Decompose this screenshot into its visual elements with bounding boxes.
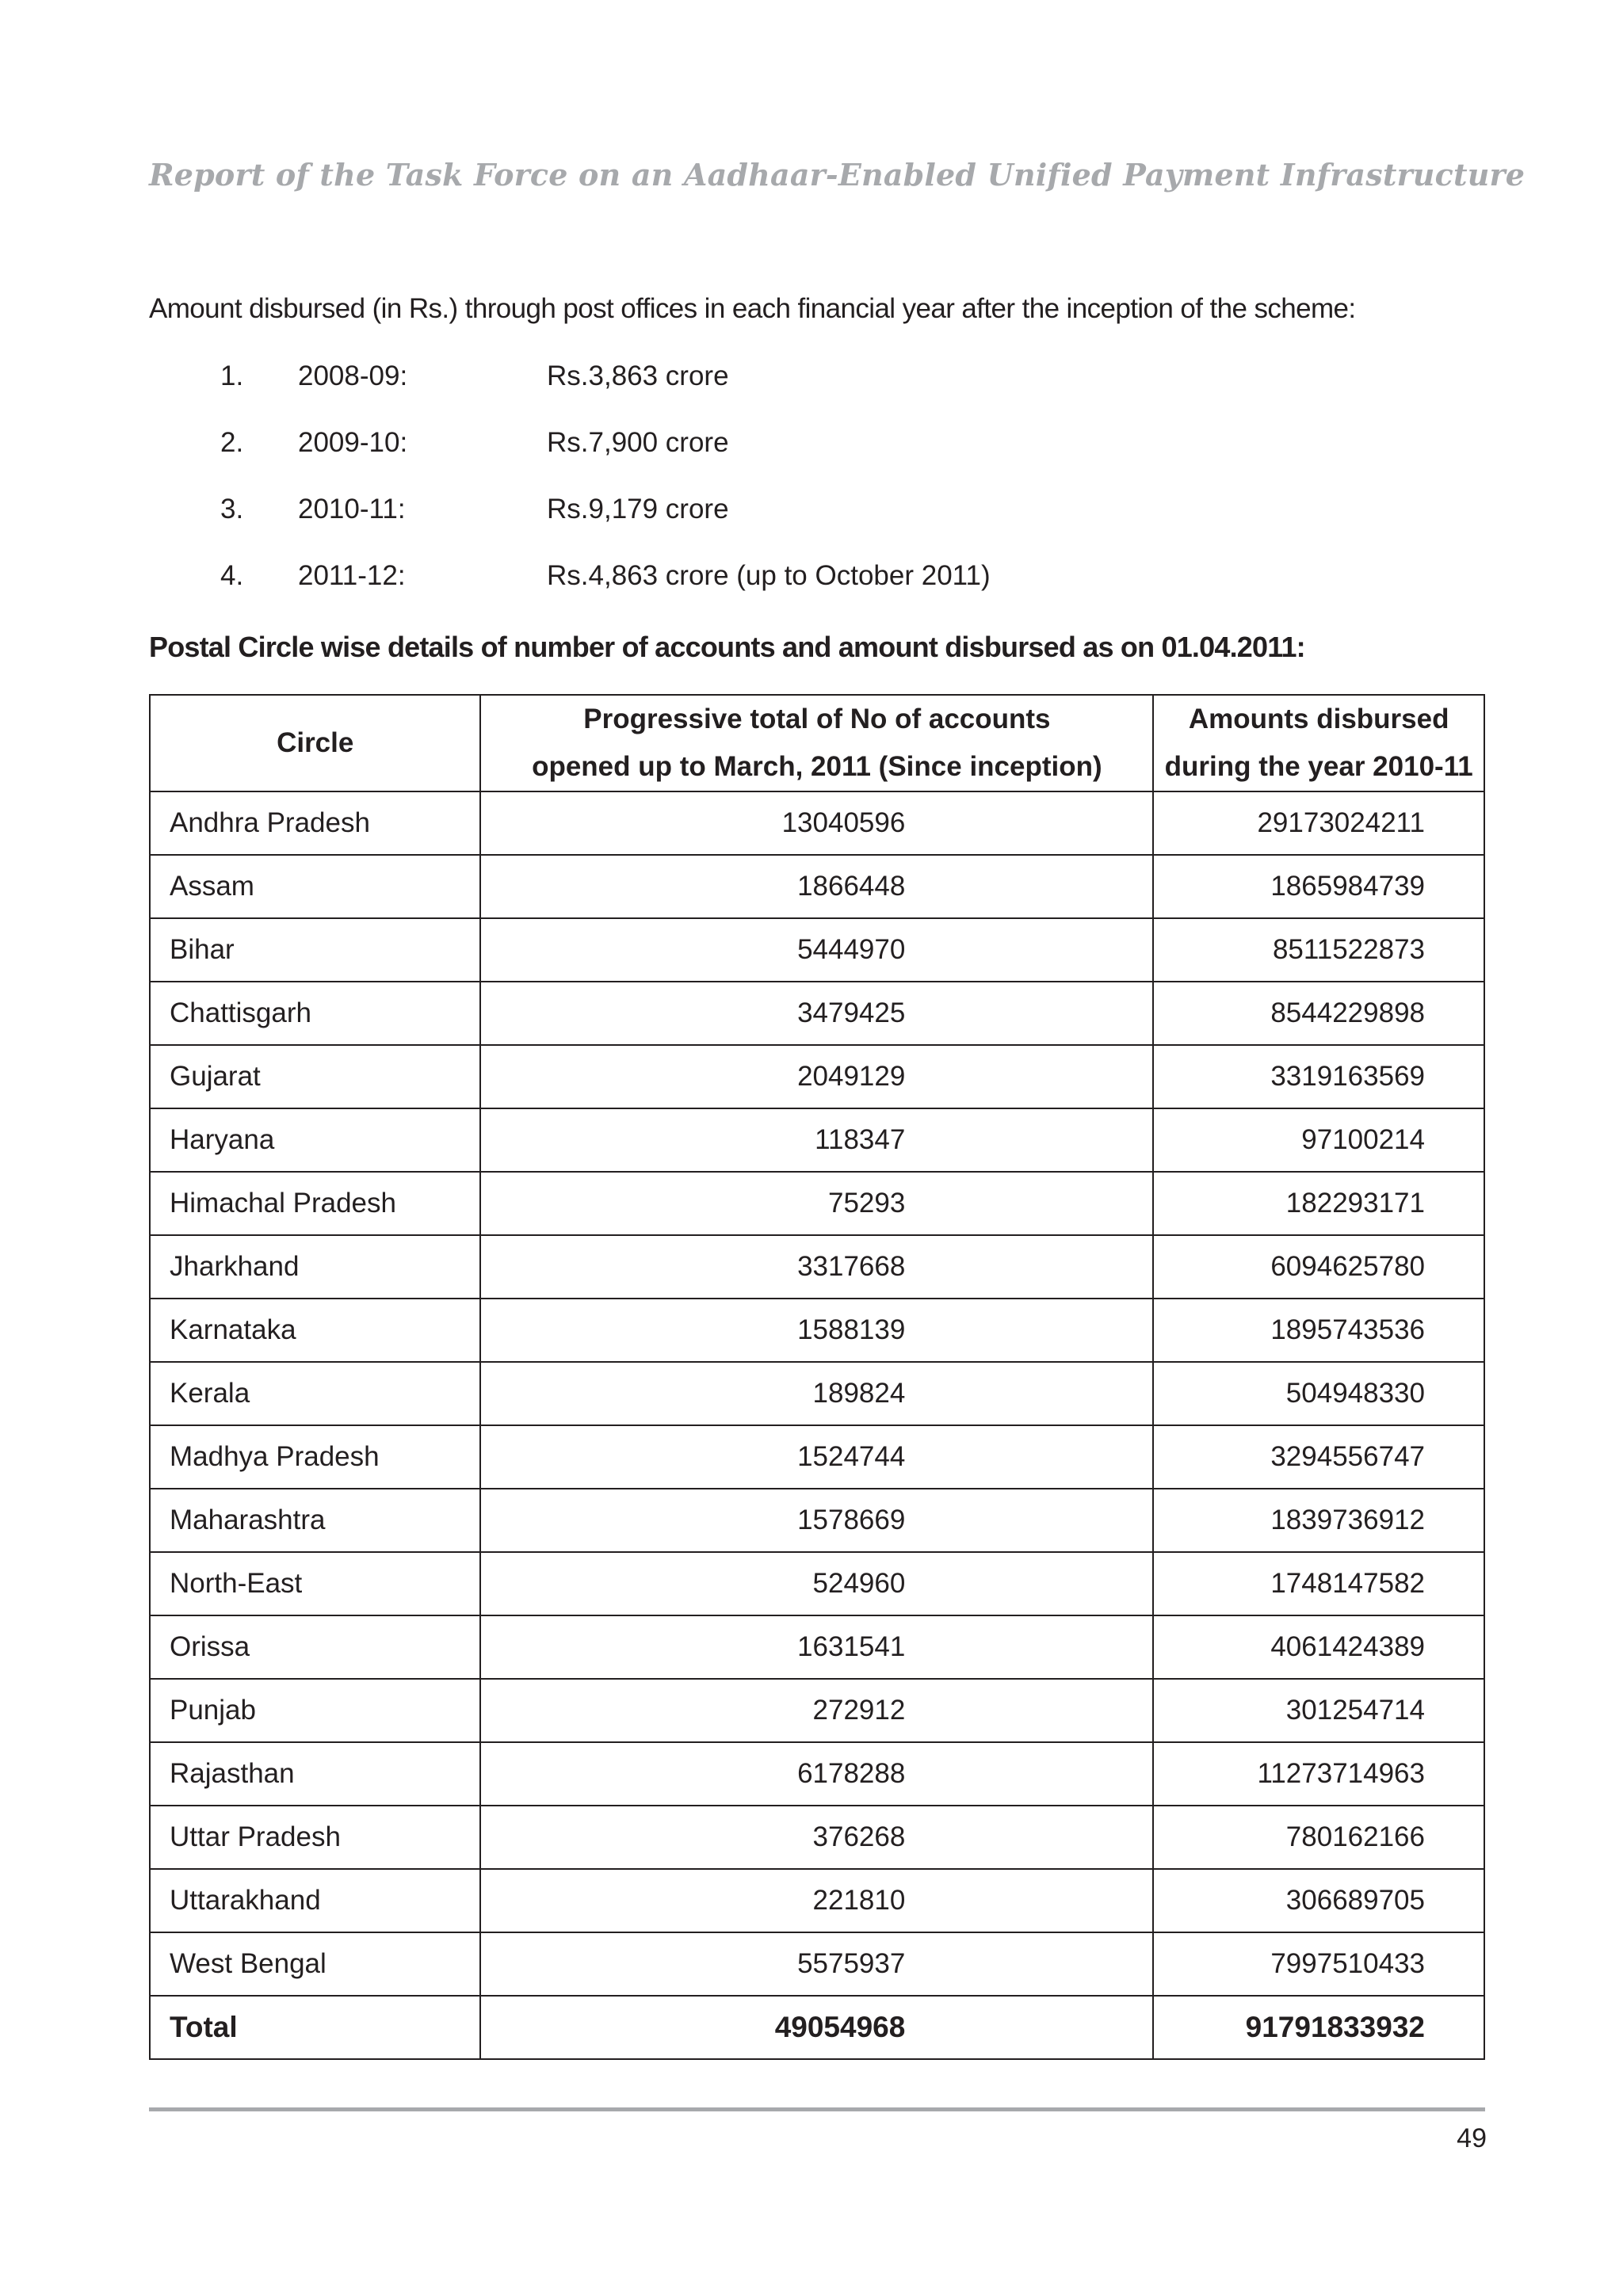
cell-accounts: 221810: [480, 1869, 1153, 1932]
list-amount: Rs.4,863 crore (up to October 2011): [547, 560, 991, 591]
cell-circle: Punjab: [150, 1679, 480, 1742]
header-accounts-line2: opened up to March, 2011 (Since inception): [532, 751, 1102, 782]
header-accounts: [480, 695, 1153, 791]
cell-accounts: 524960: [480, 1552, 1153, 1615]
table-row: [150, 1425, 1484, 1489]
cell-accounts: 75293: [480, 1172, 1153, 1235]
cell-amount: 301254714: [1153, 1679, 1484, 1742]
cell-accounts: 1578669: [480, 1489, 1153, 1552]
table-row: [150, 1108, 1484, 1172]
cell-circle: Assam: [150, 855, 480, 918]
cell-circle: Andhra Pradesh: [150, 791, 480, 855]
cell-amount: 29173024211: [1153, 791, 1484, 855]
cell-circle: Maharashtra: [150, 1489, 480, 1552]
cell-accounts: 49054968: [480, 1996, 1153, 2059]
cell-circle: Chattisgarh: [150, 982, 480, 1045]
cell-circle: Bihar: [150, 918, 480, 982]
list-year: 2008-09:: [298, 360, 408, 391]
cell-circle: Rajasthan: [150, 1742, 480, 1806]
table-row: [150, 1552, 1484, 1615]
cell-circle: Orissa: [150, 1615, 480, 1679]
cell-circle: Karnataka: [150, 1299, 480, 1362]
cell-amount: 3319163569: [1153, 1045, 1484, 1108]
list-amount: Rs.3,863 crore: [547, 360, 729, 391]
cell-circle: Uttarakhand: [150, 1869, 480, 1932]
page-number: 49: [1457, 2123, 1487, 2153]
cell-amount: 3294556747: [1153, 1425, 1484, 1489]
list-number: 3.: [220, 494, 244, 524]
table-row: [150, 1489, 1484, 1552]
cell-circle: Madhya Pradesh: [150, 1425, 480, 1489]
header-amount-line2: during the year 2010-11: [1164, 751, 1473, 782]
table-row: [150, 1615, 1484, 1679]
cell-amount: 91791833932: [1153, 1996, 1484, 2059]
cell-amount: 1839736912: [1153, 1489, 1484, 1552]
list-year: 2011-12:: [298, 560, 406, 591]
intro-paragraph: Amount disbursed (in Rs.) through post offices in each financial year after the inception of the scheme:: [149, 293, 1356, 324]
cell-accounts: 376268: [480, 1806, 1153, 1869]
list-number: 2.: [220, 427, 244, 458]
cell-circle: Uttar Pradesh: [150, 1806, 480, 1869]
cell-circle: Jharkhand: [150, 1235, 480, 1299]
cell-circle: Gujarat: [150, 1045, 480, 1108]
cell-amount: 7997510433: [1153, 1932, 1484, 1996]
cell-circle: West Bengal: [150, 1932, 480, 1996]
table-row: [150, 1235, 1484, 1299]
cell-accounts: 1588139: [480, 1299, 1153, 1362]
table-row: [150, 855, 1484, 918]
table-row: [150, 1679, 1484, 1742]
list-amount: Rs.9,179 crore: [547, 494, 729, 524]
cell-amount: 4061424389: [1153, 1615, 1484, 1679]
cell-amount: 1865984739: [1153, 855, 1484, 918]
cell-circle: Total: [150, 1996, 480, 2059]
table-row: [150, 1362, 1484, 1425]
table-body: [150, 791, 1484, 2059]
table-row: [150, 1045, 1484, 1108]
cell-circle: Haryana: [150, 1108, 480, 1172]
cell-amount: 8511522873: [1153, 918, 1484, 982]
running-header: Report of the Task Force on an Aadhaar-Enabled Unified Payment Infrastructure: [149, 157, 1526, 193]
list-number: 1.: [220, 360, 244, 391]
table-row: [150, 1172, 1484, 1235]
cell-accounts: 3479425: [480, 982, 1153, 1045]
cell-accounts: 5575937: [480, 1932, 1153, 1996]
postal-circle-table: [149, 694, 1485, 2060]
table-row: [150, 791, 1484, 855]
cell-accounts: 1866448: [480, 855, 1153, 918]
header-amount-line1: Amounts disbursed: [1188, 704, 1449, 734]
list-year: 2009-10:: [298, 427, 408, 458]
cell-circle: Himachal Pradesh: [150, 1172, 480, 1235]
table-row: [150, 1299, 1484, 1362]
cell-accounts: 118347: [480, 1108, 1153, 1172]
table-row: [150, 918, 1484, 982]
cell-amount: 1895743536: [1153, 1299, 1484, 1362]
cell-amount: 11273714963: [1153, 1742, 1484, 1806]
list-amount: Rs.7,900 crore: [547, 427, 729, 458]
cell-accounts: 6178288: [480, 1742, 1153, 1806]
cell-accounts: 5444970: [480, 918, 1153, 982]
table-row: [150, 1806, 1484, 1869]
table-row: [150, 1869, 1484, 1932]
table-row: [150, 982, 1484, 1045]
header-accounts-line1: Progressive total of No of accounts: [583, 704, 1051, 734]
cell-accounts: 1524744: [480, 1425, 1153, 1489]
cell-amount: 97100214: [1153, 1108, 1484, 1172]
cell-accounts: 3317668: [480, 1235, 1153, 1299]
footer-rule: [149, 2107, 1485, 2111]
cell-amount: 504948330: [1153, 1362, 1484, 1425]
cell-accounts: 1631541: [480, 1615, 1153, 1679]
header-amount: [1153, 695, 1484, 791]
cell-amount: 182293171: [1153, 1172, 1484, 1235]
cell-accounts: 189824: [480, 1362, 1153, 1425]
list-number: 4.: [220, 560, 244, 591]
cell-amount: 780162166: [1153, 1806, 1484, 1869]
list-year: 2010-11:: [298, 494, 406, 524]
header-circle: Circle: [150, 695, 480, 791]
cell-circle: North-East: [150, 1552, 480, 1615]
cell-accounts: 13040596: [480, 791, 1153, 855]
cell-amount: 6094625780: [1153, 1235, 1484, 1299]
section-title: Postal Circle wise details of number of accounts and amount disbursed as on 01.04.2011:: [149, 631, 1305, 663]
table-row: [150, 1742, 1484, 1806]
cell-accounts: 2049129: [480, 1045, 1153, 1108]
cell-amount: 306689705: [1153, 1869, 1484, 1932]
table-row: [150, 1932, 1484, 1996]
table-header-row: [150, 695, 1484, 791]
cell-amount: 1748147582: [1153, 1552, 1484, 1615]
cell-amount: 8544229898: [1153, 982, 1484, 1045]
cell-circle: Kerala: [150, 1362, 480, 1425]
table-total-row: [150, 1996, 1484, 2059]
cell-accounts: 272912: [480, 1679, 1153, 1742]
